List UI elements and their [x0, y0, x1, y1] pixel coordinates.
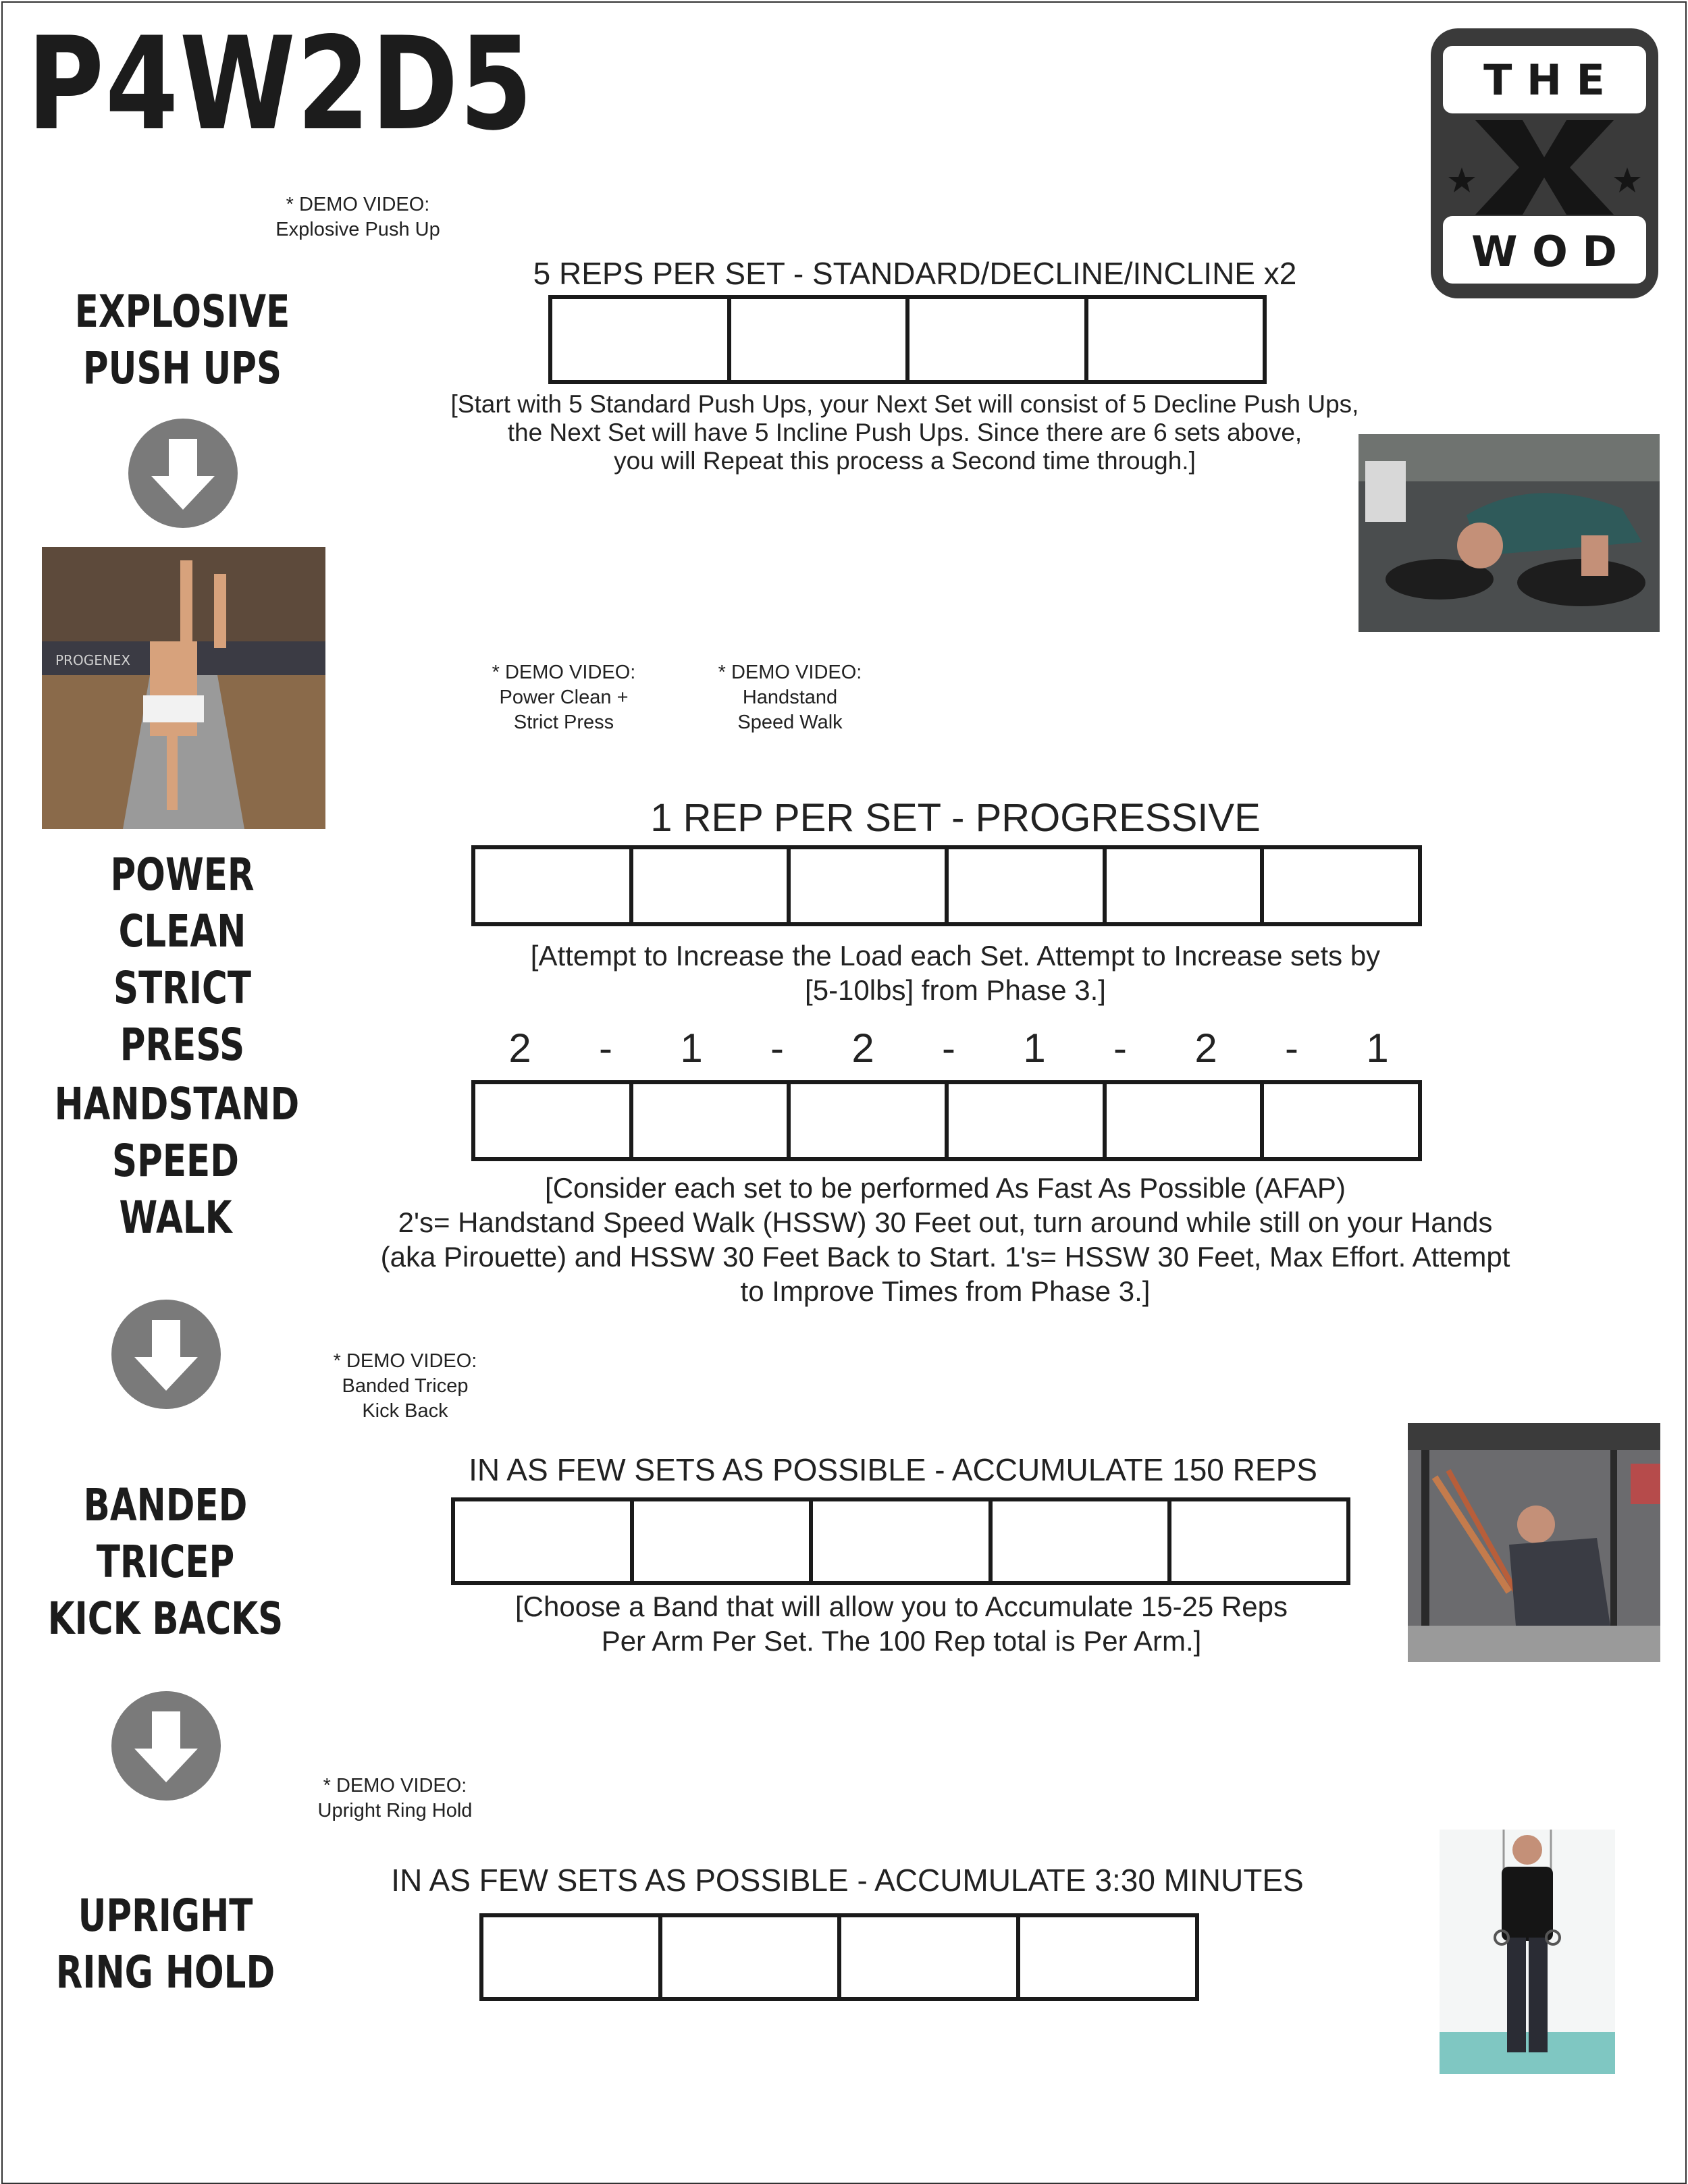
demo-video-title: Speed Walk — [737, 712, 843, 733]
photo-upright-ring-hold — [1440, 1830, 1615, 2074]
label-line: UPRIGHT — [78, 1890, 253, 1942]
sequence-item: 2 — [851, 1026, 874, 1071]
power-clean-note — [405, 938, 1506, 1007]
set-box[interactable] — [813, 1501, 992, 1581]
set-box[interactable] — [791, 1084, 949, 1157]
set-box[interactable] — [949, 1084, 1107, 1157]
demo-video-label: * DEMO VIDEO: — [492, 662, 636, 683]
label-line: SPEED WALK — [112, 1135, 239, 1244]
explosive-push-ups-note — [378, 390, 1431, 475]
demo-video-label: * DEMO VIDEO: — [286, 194, 430, 215]
upright-ring-hold-label — [47, 1888, 284, 2001]
demo-video-link-upright-ring-hold[interactable] — [290, 1774, 500, 1823]
upright-ring-hold-set-boxes — [479, 1913, 1199, 2001]
the-x-wod-logo — [1428, 26, 1661, 301]
handstand-set-boxes — [471, 1080, 1422, 1161]
note-line: [Attempt to Increase the Load each Set. Attempt to Increase sets by — [530, 940, 1381, 971]
set-box[interactable] — [1020, 1917, 1195, 1997]
banded-tricep-heading: IN AS FEW SETS AS POSSIBLE - ACCUMULATE 150 REPS — [469, 1452, 1317, 1487]
logo-top-text: T H E — [1483, 55, 1605, 105]
photo-explosive-push-up — [1359, 434, 1660, 632]
set-box[interactable] — [1171, 1501, 1346, 1581]
note-line: (aka Pirouette) and HSSW 30 Feet Back to Start. 1's= HSSW 30 Feet, Max Effort. Attempt — [380, 1241, 1510, 1273]
set-box[interactable] — [475, 1084, 633, 1157]
set-box[interactable] — [475, 849, 633, 922]
logo-bottom-text: W O D — [1471, 227, 1617, 276]
note-line: Per Arm Per Set. The 100 Rep total is Per Arm.] — [601, 1625, 1202, 1657]
note-line: 2's= Handstand Speed Walk (HSSW) 30 Feet out, turn around while still on your Hands — [398, 1206, 1493, 1238]
label-line: RING HOLD — [55, 1946, 275, 1998]
note-line: the Next Set will have 5 Incline Push Ups. Since there are 6 sets above, — [507, 419, 1302, 446]
banded-tricep-set-boxes — [451, 1497, 1350, 1585]
sequence-item: - — [942, 1026, 955, 1071]
label-line: POWER CLEAN — [110, 849, 255, 957]
power-clean-strict-press-label — [61, 847, 304, 1073]
power-clean-heading: 1 REP PER SET - PROGRESSIVE — [650, 796, 1261, 840]
demo-video-label: * DEMO VIDEO: — [718, 662, 862, 683]
note-line: [Consider each set to be performed As Fast As Possible (AFAP) — [545, 1172, 1346, 1204]
sequence-item: 2 — [508, 1026, 531, 1071]
set-box[interactable] — [791, 849, 949, 922]
power-clean-set-boxes — [471, 845, 1422, 926]
set-box[interactable] — [1088, 299, 1263, 380]
explosive-push-ups-label — [61, 284, 304, 397]
note-line: to Improve Times from Phase 3.] — [740, 1275, 1151, 1307]
label-line: KICK BACKS — [47, 1593, 284, 1645]
set-box[interactable] — [633, 1084, 791, 1157]
label-line: PUSH UPS — [82, 342, 282, 394]
sequence-item: - — [770, 1026, 784, 1071]
note-line: [5-10lbs] from Phase 3.] — [805, 974, 1106, 1006]
set-box[interactable] — [662, 1917, 841, 1997]
sequence-item: - — [1113, 1026, 1127, 1071]
demo-video-title: Power Clean + — [499, 687, 629, 708]
sequence-item: 2 — [1194, 1026, 1217, 1071]
sequence-item: - — [599, 1026, 612, 1071]
down-arrow-icon — [111, 1691, 221, 1801]
explosive-push-ups-heading: 5 REPS PER SET - STANDARD/DECLINE/INCLINE x2 — [533, 256, 1297, 291]
banded-tricep-note — [419, 1589, 1384, 1658]
sequence-item: 1 — [680, 1026, 703, 1071]
demo-video-title: Handstand — [742, 687, 838, 708]
svg-text:PROGENEX: PROGENEX — [55, 652, 131, 668]
down-arrow-icon — [128, 419, 238, 528]
demo-video-label: * DEMO VIDEO: — [333, 1350, 477, 1372]
demo-video-title: Kick Back — [362, 1400, 448, 1422]
label-line: HANDSTAND — [54, 1078, 300, 1130]
set-box[interactable] — [993, 1501, 1171, 1581]
set-box[interactable] — [909, 299, 1088, 380]
photo-banded-tricep — [1408, 1423, 1660, 1662]
set-box[interactable] — [1107, 1084, 1265, 1157]
set-box[interactable] — [1107, 849, 1265, 922]
note-line: [Start with 5 Standard Push Ups, your Next Set will consist of 5 Decline Push Ups, — [450, 390, 1359, 418]
handstand-note — [284, 1171, 1607, 1308]
set-box[interactable] — [1264, 849, 1418, 922]
set-box[interactable] — [455, 1501, 634, 1581]
handstand-speed-walk-label — [54, 1076, 300, 1246]
demo-video-title: Banded Tricep — [342, 1375, 469, 1397]
demo-video-link-power-clean-strict-press[interactable] — [473, 660, 655, 735]
demo-video-title: Explosive Push Up — [275, 219, 440, 240]
demo-video-title: Strict Press — [513, 712, 614, 733]
sequence-item: 1 — [1366, 1026, 1389, 1071]
set-box[interactable] — [552, 299, 731, 380]
set-box[interactable] — [841, 1917, 1020, 1997]
handstand-rep-sequence — [500, 1025, 1398, 1071]
demo-video-label: * DEMO VIDEO: — [323, 1775, 467, 1796]
set-box[interactable] — [633, 849, 791, 922]
set-box[interactable] — [1264, 1084, 1418, 1157]
set-box[interactable] — [949, 849, 1107, 922]
photo-handstand — [42, 547, 325, 829]
note-line: [Choose a Band that will allow you to Accumulate 15-25 Reps — [515, 1591, 1288, 1622]
banded-tricep-kick-backs-label — [39, 1477, 292, 1647]
page-title: P4W2D5 — [27, 9, 534, 159]
upright-ring-hold-heading: IN AS FEW SETS AS POSSIBLE - ACCUMULATE 3:30 MINUTES — [391, 1863, 1304, 1898]
label-line: STRICT PRESS — [113, 962, 251, 1071]
demo-video-link-handstand-speed-walk[interactable] — [699, 660, 881, 735]
label-line: EXPLOSIVE — [74, 286, 290, 338]
sequence-item: 1 — [1023, 1026, 1046, 1071]
note-line: you will Repeat this process a Second time through.] — [614, 447, 1196, 475]
demo-video-link-explosive-push-up[interactable] — [250, 192, 466, 242]
label-line: BANDED TRICEP — [83, 1479, 248, 1588]
demo-video-title: Upright Ring Hold — [317, 1800, 473, 1821]
demo-video-link-banded-tricep-kick-back[interactable] — [307, 1349, 503, 1424]
set-box[interactable] — [731, 299, 910, 380]
sequence-item: - — [1285, 1026, 1298, 1071]
down-arrow-icon — [111, 1300, 221, 1409]
explosive-push-ups-set-boxes — [548, 295, 1267, 384]
set-box[interactable] — [634, 1501, 813, 1581]
set-box[interactable] — [483, 1917, 662, 1997]
